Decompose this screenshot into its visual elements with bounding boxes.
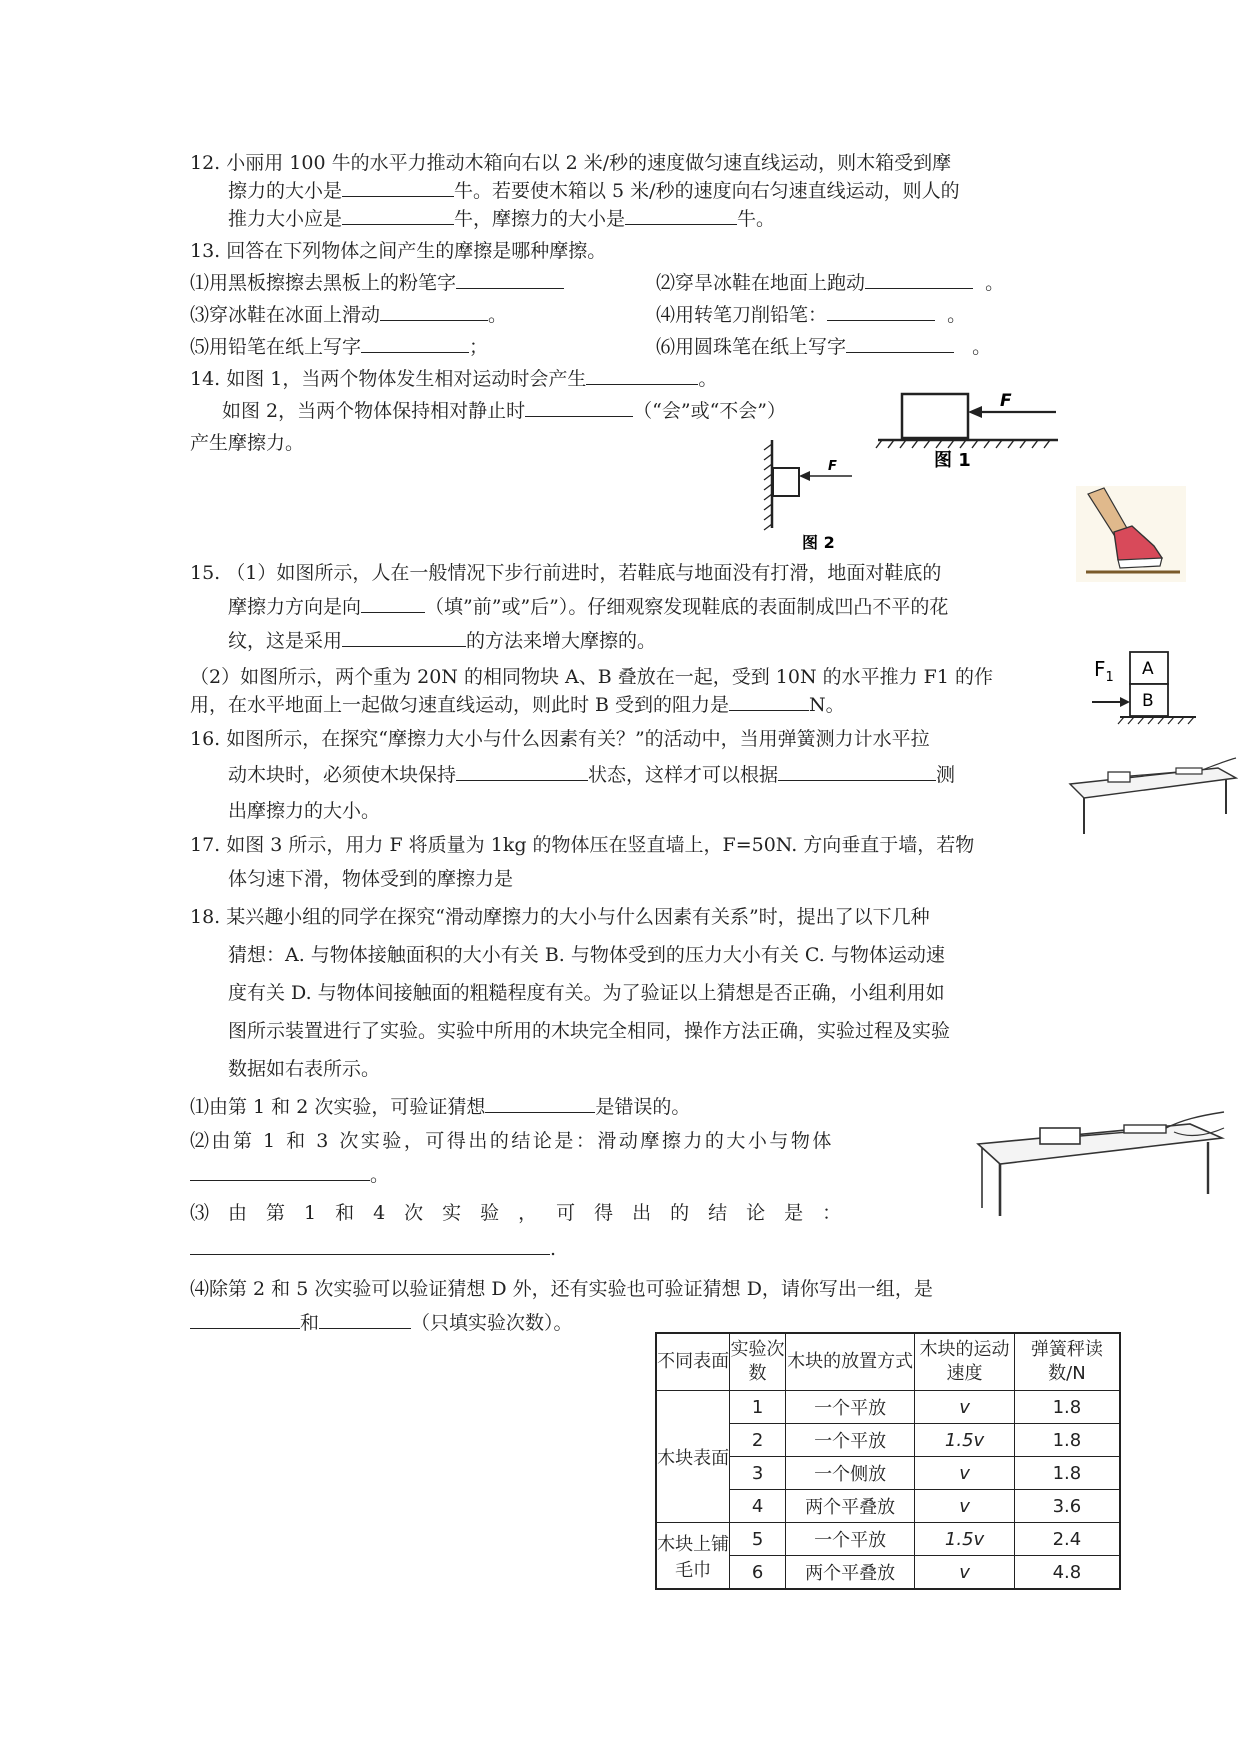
table-row: 木块上铺毛巾 5 一个平放 1.5v 2.4	[656, 1523, 1120, 1556]
fig1-label: 图 1	[934, 450, 971, 471]
answer-blank[interactable]	[865, 270, 973, 289]
stacked-blocks-figure	[1090, 644, 1198, 730]
answer-blank[interactable]	[525, 398, 633, 417]
q15-line1: 15. （1）如图所示，人在一般情况下步行前进时，若鞋底与地面没有打滑，地面对鞋底的	[190, 562, 942, 584]
wood-block	[1040, 1128, 1080, 1144]
answer-blank[interactable]	[361, 594, 425, 613]
q12-line3: 推力大小应是 牛，摩擦力的大小是 牛。	[228, 208, 776, 230]
q18-sub2-answer: 。	[190, 1162, 389, 1188]
wood-block	[1108, 772, 1130, 782]
arrow-head	[799, 471, 810, 481]
shoe-sole	[1118, 558, 1162, 568]
walking-shoe-image	[1076, 486, 1186, 582]
q18-sub4: ⑷除第 2 和 5 次实验可以验证猜想 D 外，还有实验也可验证猜想 D，请你写出一组，是	[190, 1278, 933, 1300]
answer-blank[interactable]	[456, 762, 588, 781]
ground-hatch	[1118, 717, 1194, 724]
block-a-label: A	[1142, 659, 1154, 679]
q18-sub3-answer: .	[190, 1236, 556, 1262]
q17-line2: 体匀速下滑，物体受到的摩擦力是	[228, 868, 514, 890]
table-top	[978, 1124, 1222, 1164]
table-row: 3 一个侧放 v 1.8	[656, 1457, 1120, 1490]
q14-line2: 如图 2，当两个物体保持相对静止时 （“会”或“不会”）	[222, 400, 786, 422]
answer-blank[interactable]	[361, 334, 469, 353]
spring-scale	[1124, 1125, 1166, 1133]
header-placement: 木块的放置方式	[785, 1333, 914, 1391]
header-speed: 木块的运动速度	[915, 1333, 1015, 1391]
answer-blank[interactable]	[190, 1162, 370, 1181]
answer-blank[interactable]	[586, 366, 698, 385]
q17-line1: 17. 如图 3 所示，用力 F 将质量为 1kg 的物体压在竖直墙上，F=50N. 方向垂直于墙，若物	[190, 834, 975, 856]
q14-line1: 14. 如图 1，当两个物体发生相对运动时会产生 。	[190, 368, 718, 390]
q18-sub3: ⑶由第1和4次实验，可得出的结论是：	[190, 1202, 861, 1224]
q18-sub4-answer: 和 （只填实验次数）。	[190, 1310, 573, 1336]
answer-blank[interactable]	[827, 302, 935, 321]
spring-scale-experiment-large	[974, 1108, 1226, 1220]
q13-item1: ⑴用黑板擦擦去黑板上的粉笔字	[190, 270, 564, 296]
q13-item6: ⑹用圆珠笔在纸上写字 。	[656, 336, 992, 358]
spring-scale	[1176, 768, 1202, 774]
answer-blank[interactable]	[778, 762, 936, 781]
q16-line2: 动木块时，必须使木块保持 状态，这样才可以根据 测	[228, 764, 956, 786]
q18-sub1: ⑴由第 1 和 2 次实验，可验证猜想 是错误的。	[190, 1096, 691, 1118]
fig2-label: 图 2	[802, 533, 835, 552]
force-f1-label: $F_1$	[1094, 657, 1114, 685]
table-row: 木块表面 1 一个平放 v 1.8	[656, 1391, 1120, 1424]
answer-blank[interactable]	[190, 1310, 300, 1329]
group-towel-surface: 木块上铺毛巾	[656, 1523, 730, 1590]
answer-blank[interactable]	[485, 1094, 595, 1113]
q12-line1: 12. 小丽用 100 牛的水平力推动木箱向右以 2 米/秒的速度做匀速直线运动，则木箱受到摩	[190, 152, 952, 174]
figure-2	[756, 436, 866, 556]
answer-blank[interactable]	[846, 334, 954, 353]
table-header-row	[656, 1333, 1120, 1391]
answer-blank[interactable]	[729, 692, 809, 711]
answer-blank[interactable]	[342, 628, 466, 647]
q18-line5: 数据如右表所示。	[228, 1058, 381, 1080]
header-surface: 不同表面	[656, 1333, 730, 1391]
q18-sub2: ⑵由第 1 和 3 次实验，可得出的结论是：滑动摩擦力的大小与物体	[190, 1130, 834, 1152]
q16-line1: 16. 如图所示，在探究“摩擦力大小与什么因素有关？”的活动中，当用弹簧测力计水平拉	[190, 728, 930, 750]
force-label: F	[828, 459, 837, 474]
q13-title: 13. 回答在下列物体之间产生的摩擦是哪种摩擦。	[190, 240, 607, 262]
block-b-label: B	[1142, 691, 1154, 711]
q18-line2: 猜想：A. 与物体接触面积的大小有关 B. 与物体受到的压力大小有关 C. 与物体运动速	[228, 944, 945, 966]
q18-line4: 图所示装置进行了实验。实验中所用的木块完全相同，操作方法正确，实验过程及实验	[228, 1020, 951, 1042]
table-row: 6 两个平叠放 v 4.8	[656, 1556, 1120, 1590]
table-row: 4 两个平叠放 v 3.6	[656, 1490, 1120, 1523]
block	[902, 394, 968, 438]
header-reading: 弹簧秤读数/N	[1014, 1333, 1120, 1391]
q12-line2: 擦力的大小是 牛。若要使木箱以 5 米/秒的速度向右匀速直线运动，则人的	[228, 180, 960, 202]
q13-item2: ⑵穿旱冰鞋在地面上跑动 。	[656, 272, 1005, 294]
table-row: 2 一个平放 1.5v 1.8	[656, 1424, 1120, 1457]
header-trial: 实验次数	[730, 1333, 786, 1391]
answer-blank[interactable]	[456, 270, 564, 289]
arrow-head	[1120, 697, 1130, 707]
answer-blank[interactable]	[319, 1310, 411, 1329]
q15-line4: （2）如图所示，两个重为 20N 的相同物块 A、B 叠放在一起，受到 10N 的水平推力 F1 的作	[190, 666, 993, 688]
q13-item3: ⑶穿冰鞋在冰面上滑动 。	[190, 304, 508, 326]
answer-blank[interactable]	[342, 206, 454, 225]
spring-scale-experiment-small	[1068, 754, 1238, 838]
arrow-head	[968, 406, 982, 418]
q15-line5: 用，在水平地面上一起做匀速直线运动，则此时 B 受到的阻力是 N。	[190, 694, 845, 716]
q14-line3: 产生摩擦力。	[190, 432, 305, 454]
q13-item5: ⑸用铅笔在纸上写字 ；	[190, 336, 489, 358]
force-label: F	[1000, 391, 1012, 411]
q16-line3: 出摩擦力的大小。	[228, 800, 381, 822]
answer-blank[interactable]	[625, 206, 737, 225]
q15-line3: 纹，这是采用 的方法来增大摩擦的。	[228, 630, 657, 652]
q13-item4: ⑷用转笔刀削铅笔： 。	[656, 304, 967, 326]
block	[773, 468, 799, 496]
answer-blank[interactable]	[190, 1236, 550, 1255]
figure-1	[872, 384, 1062, 472]
experiment-data-table	[655, 1332, 1121, 1590]
answer-blank[interactable]	[342, 178, 454, 197]
q18-line1: 18. 某兴趣小组的同学在探究“滑动摩擦力的大小与什么因素有关系”时，提出了以下几种	[190, 906, 930, 928]
table-top	[1070, 768, 1236, 798]
q15-line2: 摩擦力方向是向 （填”前”或”后”）。仔细观察发现鞋底的表面制成凹凸不平的花	[228, 596, 949, 618]
answer-blank[interactable]	[380, 302, 488, 321]
q18-line3: 度有关 D. 与物体间接触面的粗糙程度有关。为了验证以上猜想是否正确，小组利用如	[228, 982, 945, 1004]
group-wood-surface: 木块表面	[656, 1391, 730, 1523]
